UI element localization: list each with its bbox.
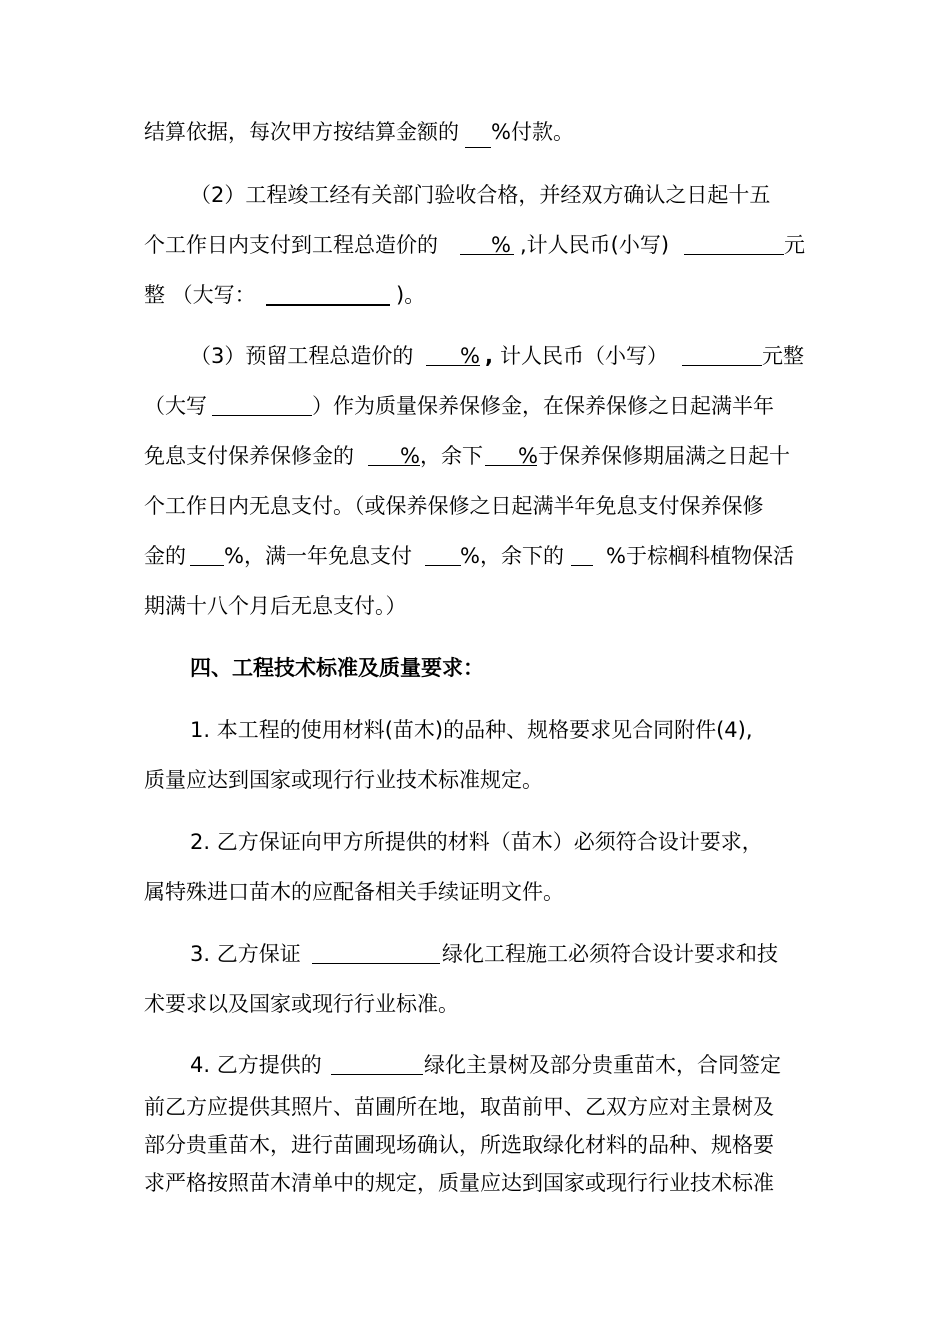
- text-run: 部分贵重苗木，进行苗圃现场确认，所选取绿化材料的品种、规格要: [144, 1133, 774, 1157]
- text-line: [144, 280, 426, 310]
- text-run: 免息支付保养保修金的: [144, 444, 354, 468]
- text-run: 3. 乙方保证: [190, 942, 301, 966]
- text-run: 计人民币（小写）: [500, 344, 668, 368]
- fill-in-blank: [682, 341, 762, 366]
- text-run: %，满一年免息支付: [224, 544, 412, 568]
- text-run: （2）工程竣工经有关部门验收合格，并经双方确认之日起十五: [190, 183, 771, 207]
- text-line: [190, 827, 763, 857]
- text-line: [144, 1130, 774, 1160]
- text-run: %于保养保修期届满之日起十: [518, 444, 790, 468]
- text-run: )。: [396, 283, 426, 307]
- text-run: （3）预留工程总造价的: [190, 344, 414, 368]
- text-run: 1. 本工程的使用材料(苗木)的品种、规格要求见合同附件(4),: [190, 718, 753, 742]
- text-run: %，余下的: [460, 544, 564, 568]
- text-run: 求严格按照苗木清单中的规定，质量应达到国家或现行行业技术标准: [144, 1171, 774, 1195]
- fill-in-blank: [331, 1050, 423, 1075]
- fill-in-blank: [684, 230, 784, 255]
- text-run: ,: [485, 344, 493, 368]
- fill-in-blank: [190, 541, 224, 566]
- text-run: %: [491, 233, 511, 257]
- text-run: 整 （大写：: [144, 283, 256, 307]
- text-run: 2. 乙方保证向甲方所提供的材料（苗木）必须符合设计要求，: [190, 830, 763, 854]
- text-line: [144, 491, 764, 521]
- text-line: [144, 1092, 774, 1122]
- text-run: %: [460, 344, 480, 368]
- text-line: [144, 989, 459, 1019]
- fill-in-blank: [465, 123, 491, 148]
- section-heading: 四、工程技术标准及质量要求：: [190, 656, 484, 680]
- text-line: [144, 765, 543, 795]
- text-run: 绿化主景树及部分贵重苗木，合同签定: [424, 1053, 781, 1077]
- text-line: [144, 441, 790, 471]
- fill-in-blank: [312, 939, 440, 964]
- text-run: 元: [784, 233, 805, 257]
- text-run: 前乙方应提供其照片、苗圃所在地，取苗前甲、乙双方应对主景树及: [144, 1095, 774, 1119]
- text-run: ）作为质量保养保修金，在保养保修之日起满半年: [312, 394, 774, 418]
- text-run: 个工作日内无息支付。（或保养保修之日起满半年免息支付保养保修: [144, 494, 764, 518]
- text-run: 术要求以及国家或现行行业标准。: [144, 992, 459, 1016]
- text-line: [190, 1050, 781, 1080]
- text-run: 期满十八个月后无息支付。）: [144, 594, 407, 618]
- text-run: 4. 乙方提供的: [190, 1053, 322, 1077]
- text-run: （大写: [144, 394, 207, 418]
- text-run: ,计人民币(小写): [520, 233, 670, 257]
- text-run: 属特殊进口苗木的应配备相关手续证明文件。: [144, 880, 564, 904]
- text-line: [144, 391, 774, 421]
- text-line: [190, 939, 778, 969]
- fill-in-blank: [571, 541, 593, 566]
- text-line: [144, 877, 564, 907]
- fill-in-blank: [212, 391, 312, 416]
- text-line: [190, 341, 804, 371]
- text-run: 结算依据，每次甲方按结算金额的: [144, 120, 459, 144]
- text-line: [190, 180, 770, 210]
- text-line: [144, 1168, 774, 1198]
- text-line: [144, 117, 574, 148]
- text-run: %于棕榈科植物保活: [606, 544, 794, 568]
- text-run: %付款。: [491, 120, 574, 144]
- text-run: 质量应达到国家或现行行业技术标准规定。: [144, 768, 543, 792]
- text-line: [144, 541, 794, 571]
- text-run: 元整: [762, 344, 804, 368]
- text-line: [190, 715, 753, 745]
- text-line: [144, 230, 805, 260]
- text-run: %，余下: [400, 444, 483, 468]
- text-run: 金的: [144, 544, 186, 568]
- text-line: [144, 591, 407, 621]
- text-run: 绿化工程施工必须符合设计要求和技: [442, 942, 778, 966]
- fill-in-blank: [425, 541, 461, 566]
- fill-in-blank: [266, 280, 390, 306]
- text-run: 个工作日内支付到工程总造价的: [144, 233, 438, 257]
